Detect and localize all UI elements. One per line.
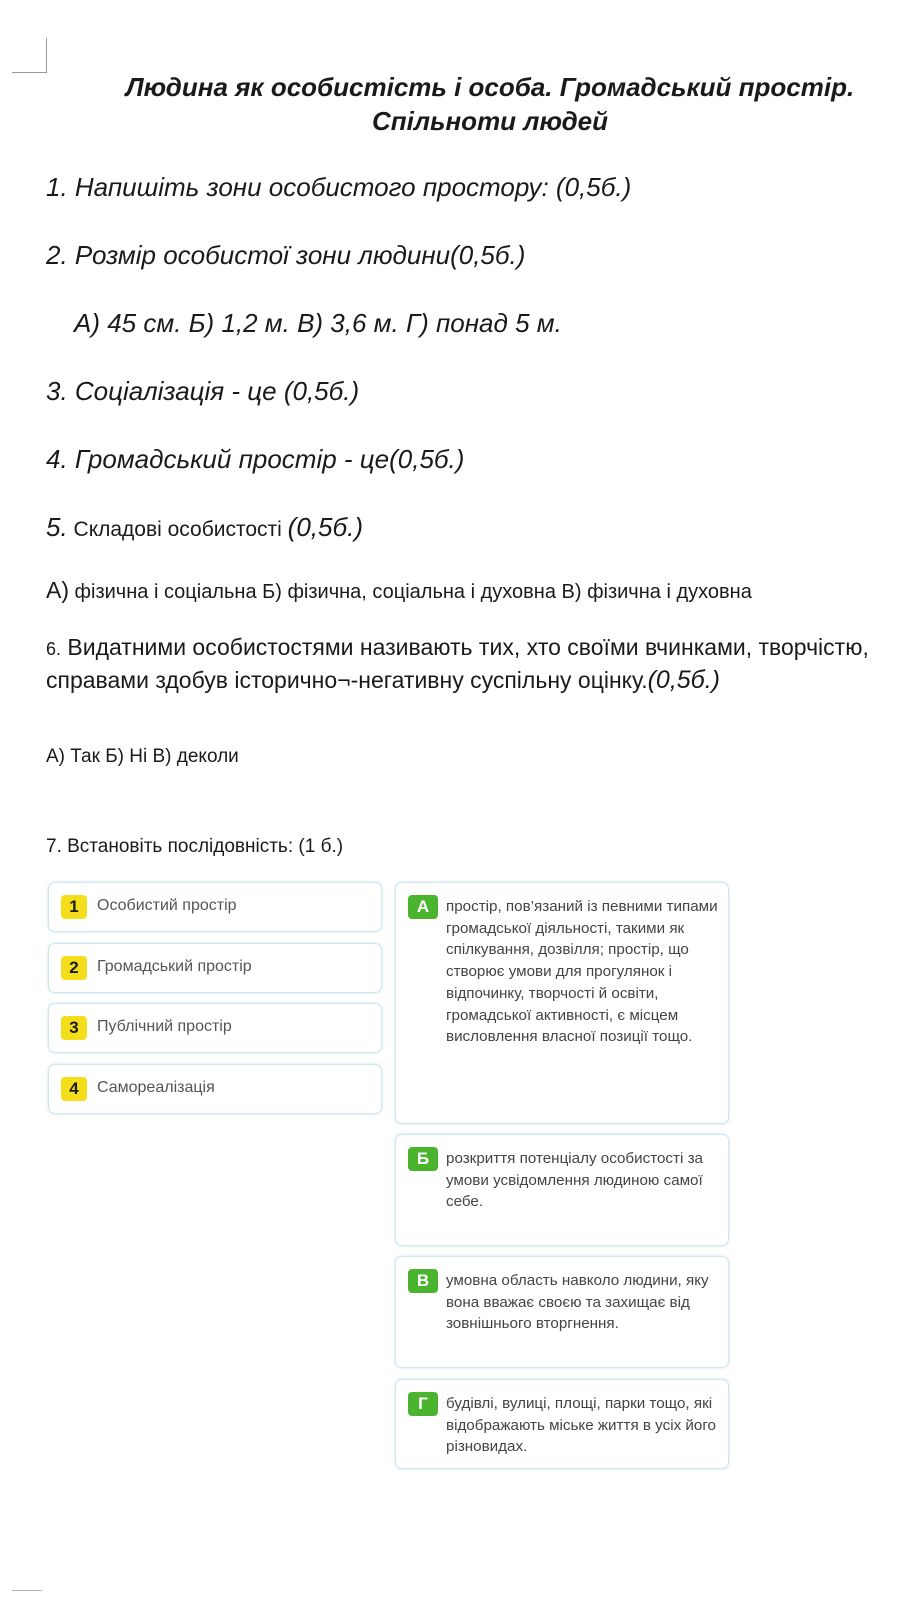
question-6 <box>46 632 876 696</box>
number-badge: 2 <box>61 956 87 980</box>
page-bottom-mark <box>12 1590 42 1591</box>
question-5-points: (0,5б.) <box>287 512 363 542</box>
match-left-label: Особистий простір <box>97 897 237 914</box>
match-left-label: Самореалізація <box>97 1079 215 1096</box>
title-line-1: Людина як особистість і особа. Громадський простір. <box>125 72 855 102</box>
match-left-card-3[interactable] <box>48 1003 382 1053</box>
match-right-card-g[interactable] <box>395 1379 729 1469</box>
match-right-text: простір, пов’язаний із певними типами громадської діяльності, такими як спілкування, дозвілля; простір, що створює умови для прогулянок і відпочинку, творчості й освіти, громадської активності, є місцем висловлення власної позиції тощо. <box>446 898 718 1046</box>
page-corner-mark <box>12 38 47 73</box>
question-6-number: 6. <box>46 639 62 659</box>
match-left-label: Громадський простір <box>97 958 252 975</box>
question-6-options: А) Так Б) Ні В) деколи <box>46 746 239 767</box>
question-5-text: Складові особистості <box>67 518 288 541</box>
number-badge: 3 <box>61 1016 87 1040</box>
question-5 <box>46 512 363 543</box>
match-right-card-v[interactable] <box>395 1256 729 1368</box>
match-right-text: умовна область навколо людини, яку вона вважає своєю та захищає від зовнішнього вторгнення. <box>446 1272 709 1333</box>
match-right-card-b[interactable] <box>395 1134 729 1246</box>
question-5-options <box>46 577 752 604</box>
match-left-label: Публічний простір <box>97 1018 232 1035</box>
question-5-options-lead: А) <box>46 577 69 603</box>
question-5-number: 5. <box>46 512 68 542</box>
match-left-card-4[interactable] <box>48 1064 382 1114</box>
question-5-options-text: фізична і соціальна Б) фізична, соціальна і духовна В) фізична і духовна <box>69 581 752 603</box>
letter-badge: Б <box>408 1147 438 1171</box>
letter-badge: В <box>408 1269 438 1293</box>
match-right-text: будівлі, вулиці, площі, парки тощо, які відображають міське життя в усіх його різновидах. <box>446 1395 716 1456</box>
letter-badge: Г <box>408 1392 438 1416</box>
question-2-options: А) 45 см. Б) 1,2 м. В) 3,6 м. Г) понад 5 м. <box>74 308 562 338</box>
question-4: 4. Громадський простір - це(0,5б.) <box>46 444 465 474</box>
title-line-2: Спільноти людей <box>371 106 609 136</box>
match-left-card-1[interactable] <box>48 882 382 932</box>
question-6-text: Видатними особистостями називають тих, хто своїми вчинками, творчістю, справами здобув історично¬-негативну суспільну оцінку. <box>46 634 869 693</box>
match-right-text: розкриття потенціалу особистості за умови усвідомлення людиною самої себе. <box>446 1150 703 1211</box>
match-left-card-2[interactable] <box>48 943 382 993</box>
number-badge: 4 <box>61 1077 87 1101</box>
question-6-points: (0,5б.) <box>647 666 721 694</box>
number-badge: 1 <box>61 895 87 919</box>
question-1: 1. Напишіть зони особистого простору: (0,5б.) <box>46 172 632 202</box>
match-right-card-a[interactable] <box>395 882 729 1124</box>
question-3: 3. Соціалізація - це (0,5б.) <box>46 376 360 406</box>
question-2: 2. Розмір особистої зони людини(0,5б.) <box>46 240 526 270</box>
letter-badge: А <box>408 895 438 919</box>
question-7: 7. Встановіть послідовність: (1 б.) <box>46 836 344 857</box>
page-title <box>60 70 916 138</box>
